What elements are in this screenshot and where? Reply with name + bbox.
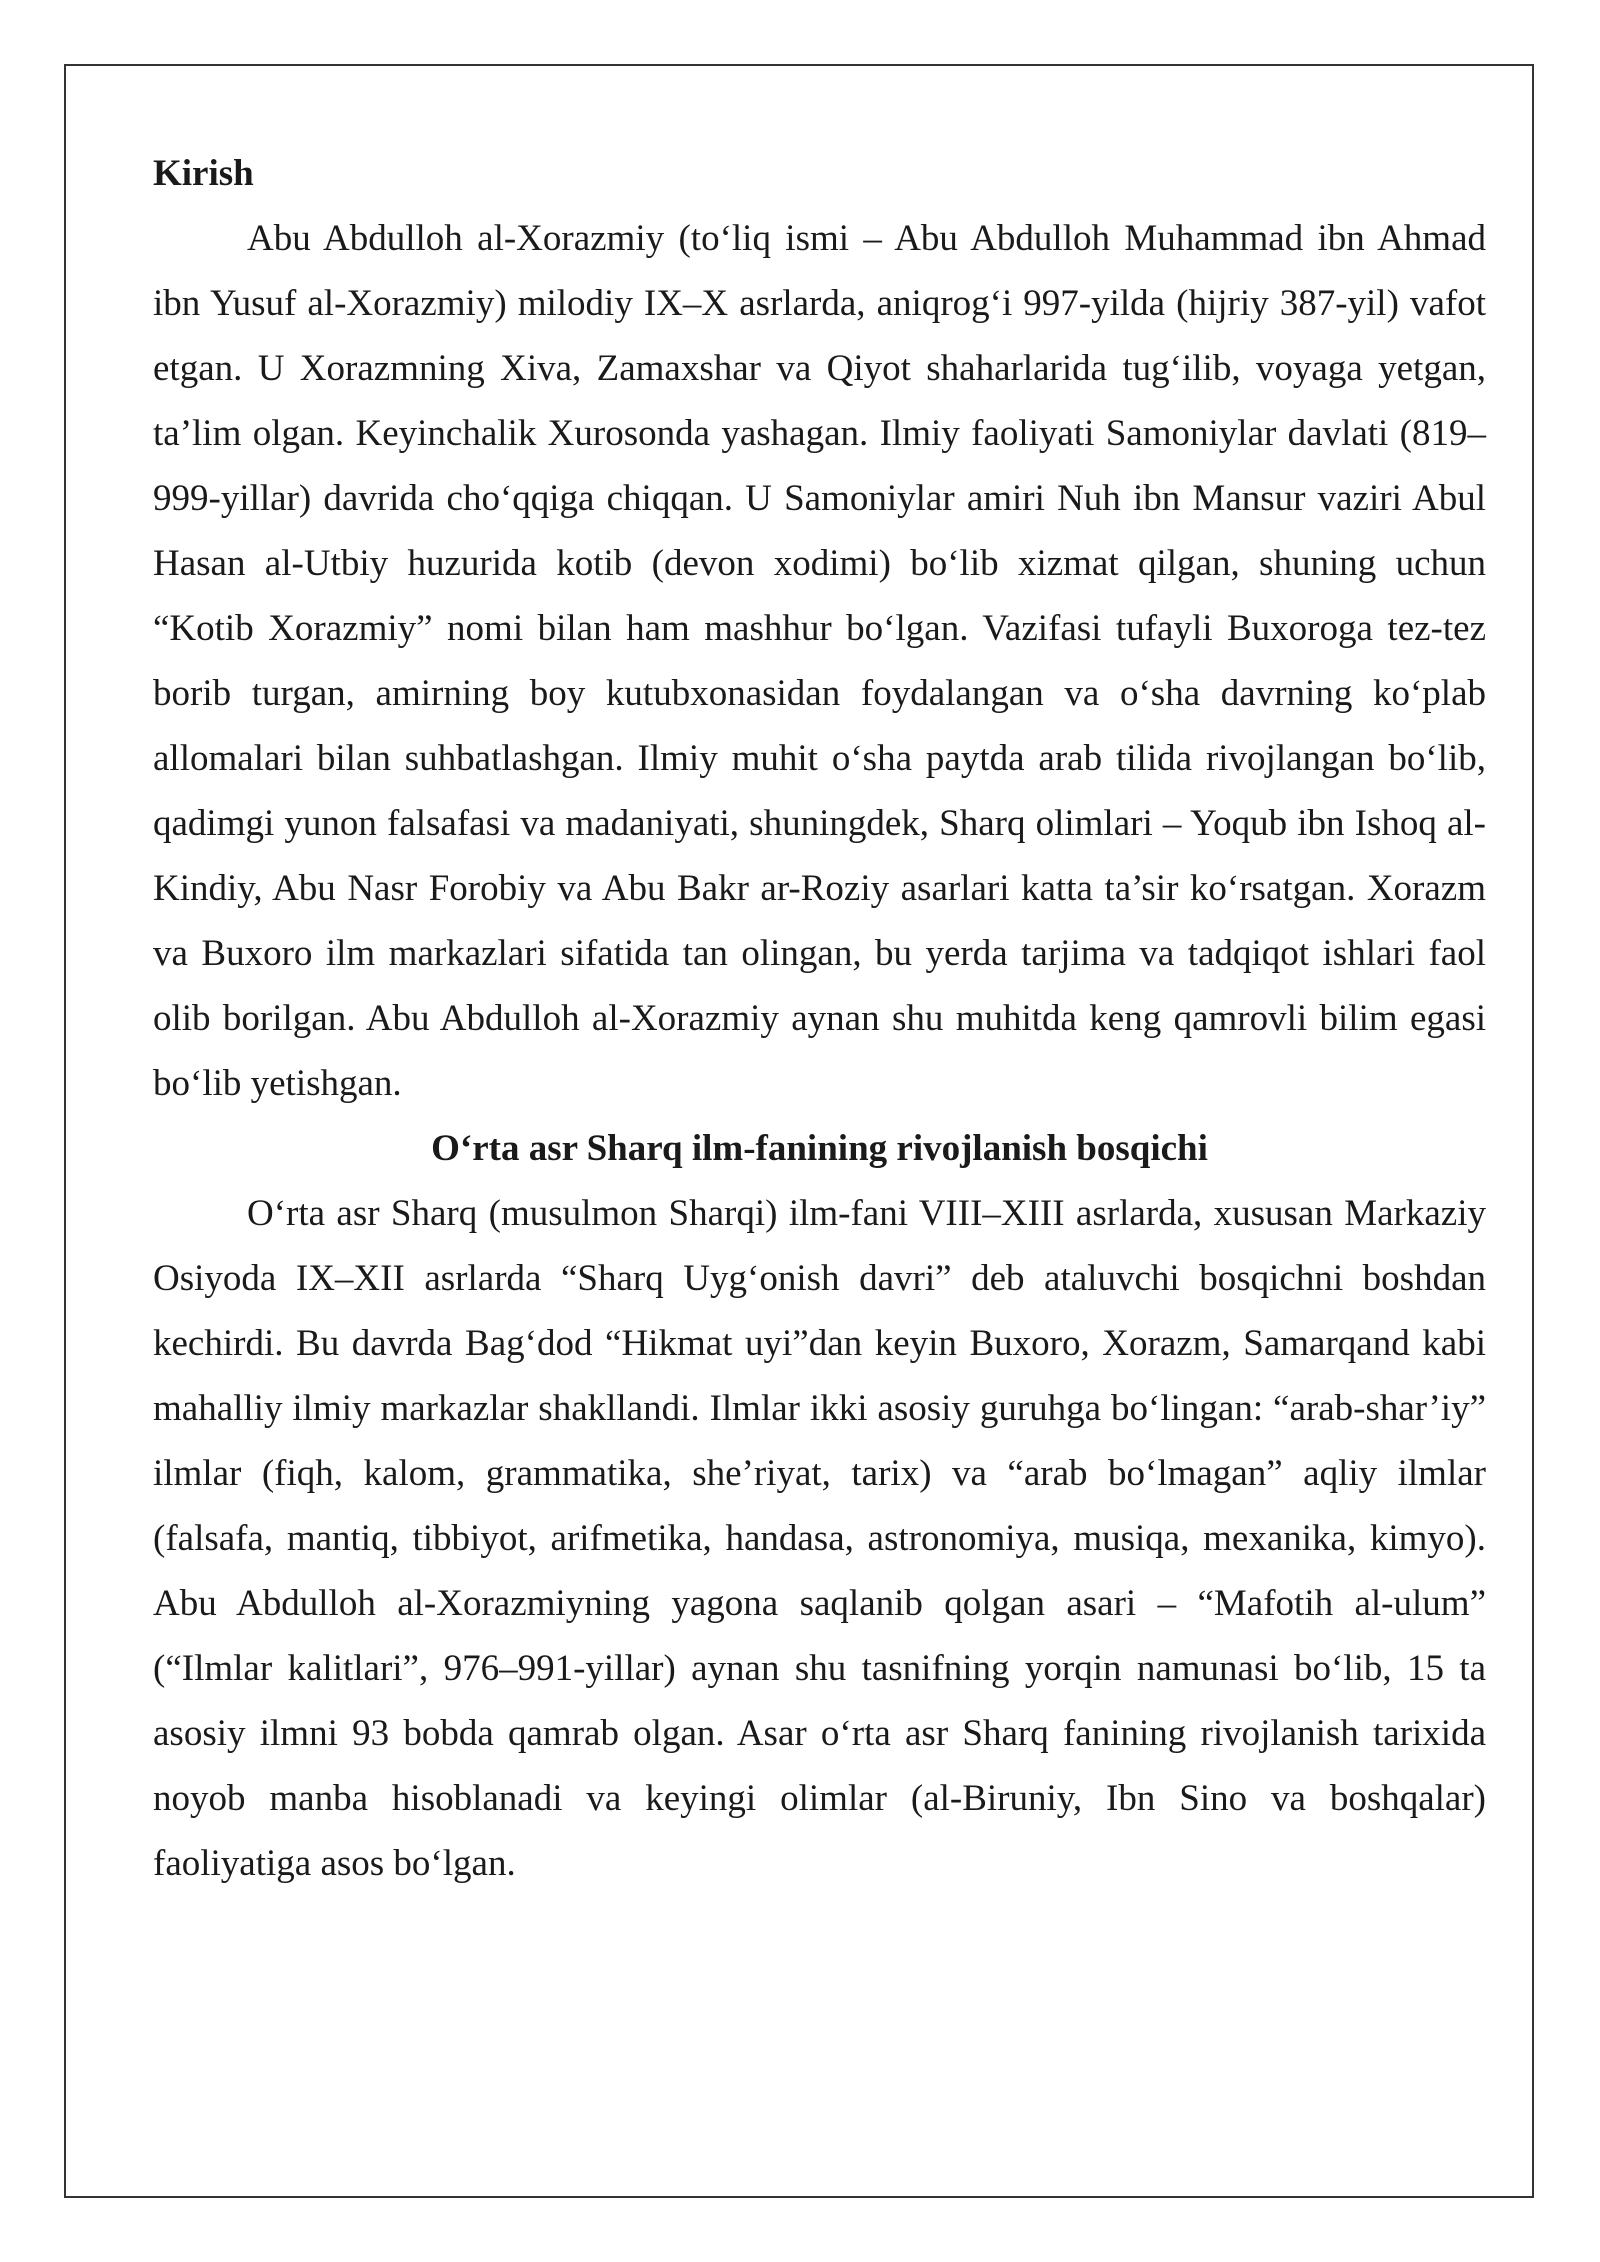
- section-heading-ilm-fan: O‘rta asr Sharq ilm-fanining rivojlanish bosqichi: [431, 1128, 1208, 1169]
- document-body: [153, 141, 1486, 1896]
- section-heading-kirish: Kirish: [153, 153, 254, 194]
- paragraph-ilm-fan: O‘rta asr Sharq (musulmon Sharqi) ilm-fani VIII–XIII asrlarda, xususan Markaziy Osiyoda IX–XII asrlarda “Sharq Uyg‘onish davri” deb ataluvchi bosqichni boshdan kechirdi. Bu davrda Bag‘dod “Hikmat uyi”dan keyin Buxoro, Xorazm, Samarqand kabi mahalliy ilmiy markazlar shakllandi. Ilmlar ikki asosiy guruhga bo‘lingan: “arab-shar’iy” ilmlar (fiqh, kalom, grammatika, she’riyat, tarix) va “arab bo‘lmagan” aqliy ilmlar (falsafa, mantiq, tibbiyot, arifmetika, handasa, astronomiya, musiqa, mexanika, kimyo). Abu Abdulloh al-Xorazmiyning yagona saqlanib qolgan asari – “Mafotih al-ulum” (“Ilmlar kalitlari”, 976–991-yillar) aynan shu tasnifning yorqin namunasi bo‘lib, 15 ta asosiy ilmni 93 bobda qamrab olgan. Asar o‘rta asr Sharq fanining rivojlanish tarixida noyob manba hisoblanadi va keyingi olimlar (al-Biruniy, Ibn Sino va boshqalar) faoliyatiga asos bo‘lgan.: [153, 1193, 1486, 1884]
- paragraph-kirish: Abu Abdulloh al-Xorazmiy (to‘liq ismi – Abu Abdulloh Muhammad ibn Ahmad ibn Yusuf al-Xorazmiy) milodiy IX–X asrlarda, aniqrog‘i 997-yilda (hijriy 387-yil) vafot etgan. U Xorazmning Xiva, Zamaxshar va Qiyot shaharlarida tug‘ilib, voyaga yetgan, ta’lim olgan. Keyinchalik Xurosonda yashagan. Ilmiy faoliyati Samoniylar davlati (819–999-yillar) davrida cho‘qqiga chiqqan. U Samoniylar amiri Nuh ibn Mansur vaziri Abul Hasan al-Utbiy huzurida kotib (devon xodimi) bo‘lib xizmat qilgan, shuning uchun “Kotib Xorazmiy” nomi bilan ham mashhur bo‘lgan. Vazifasi tufayli Buxoroga tez-tez borib turgan, amirning boy kutubxonasidan foydalangan va o‘sha davrning ko‘plab allomalari bilan suhbatlashgan. Ilmiy muhit o‘sha paytda arab tilida rivojlangan bo‘lib, qadimgi yunon falsafasi va madaniyati, shuningdek, Sharq olimlari – Yoqub ibn Ishoq al-Kindiy, Abu Nasr Forobiy va Abu Bakr ar-Roziy asarlari katta ta’sir ko‘rsatgan. Xorazm va Buxoro ilm markazlari sifatida tan olingan, bu yerda tarjima va tadqiqot ishlari faol olib borilgan. Abu Abdulloh al-Xorazmiy aynan shu muhitda keng qamrovli bilim egasi bo‘lib yetishgan.: [153, 218, 1486, 1104]
